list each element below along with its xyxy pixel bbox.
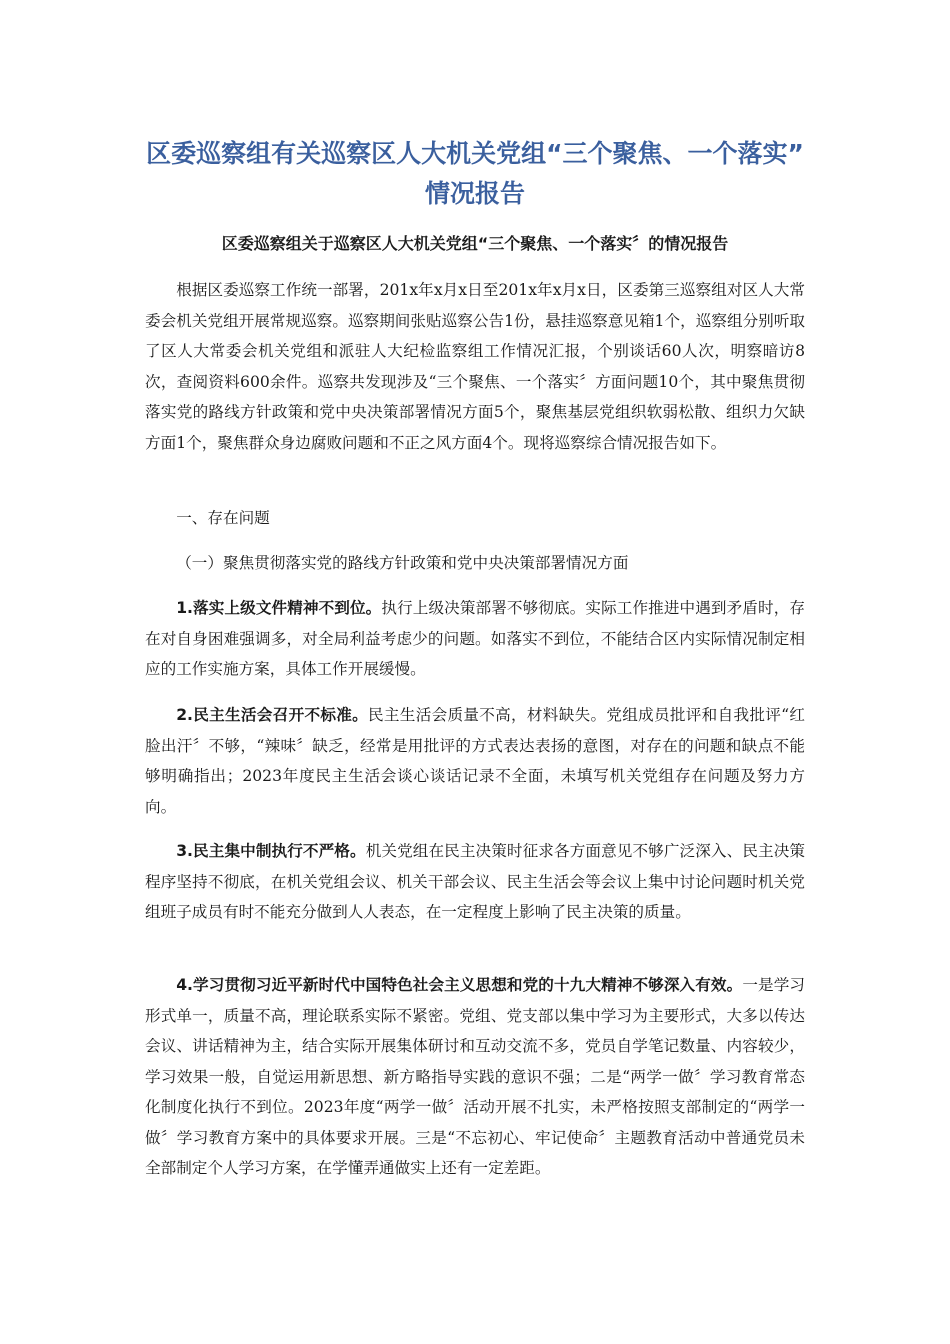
issue-item-1 (145, 593, 805, 685)
issue-item-4-lead: 4.学习贯彻习近平新时代中国特色社会主义思想和党的十九大精神不够深入有效。 (176, 976, 743, 994)
intro-paragraph: 根据区委巡察工作统一部署，201x年x月x日至201x年x月x日，区委第三巡察组对区人大常委会机关党组开展常规巡察。巡察期间张贴巡察公告1份，悬挂巡察意见箱1个，巡察组分别听取了区人大常委会机关党组和派驻人大纪检监察组工作情况汇报，个别谈话60人次，明察暗访8次，查阅资料600余件。巡察共发现涉及“三个聚焦、一个落实〞方面问题10个，其中聚焦贯彻落实党的路线方针政策和党中央决策部署情况方面5个，聚焦基层党组织软弱松散、组织力欠缺方面1个，聚焦群众身边腐败问题和不正之风方面4个。现将巡察综合情况报告如下。 (145, 281, 805, 452)
issue-item-3-body: 机关党组在民主决策时征求各方面意见不够广泛深入、民主决策程序坚持不彻底，在机关党组会议、机关干部会议、民主生活会等会议上集中讨论问题时机关党组班子成员有时不能充分做到人人表态，在一定程度上影响了民主决策的质量。 (145, 842, 805, 921)
issue-item-4-body: 一是学习形式单一，质量不高，理论联系实际不紧密。党组、党支部以集中学习为主要形式，大多以传达会议、讲话精神为主，结合实际开展集体研讨和互动交流不多，党员自学笔记数量、内容较少，学习效果一般，自觉运用新思想、新方略指导实践的意识不强；二是“两学一做〞学习教育常态化制度化执行不到位。2023年度“两学一做〞活动开展不扎实，未严格按照支部制定的“两学一做〞学习教育方案中的具体要求开展。三是“不忘初心、牢记使命〞主题教育活动中普通党员未全部制定个人学习方案，在学懂弄通做实上还有一定差距。 (145, 976, 805, 1177)
issue-item-3-lead: 3.民主集中制执行不严格。 (176, 842, 366, 860)
section-heading: 一、存在问题 (176, 509, 270, 527)
document-title-line1: 区委巡察组有关巡察区人大机关党组“三个聚焦、一个落实” (146, 139, 804, 168)
issue-item-2-body: 民主生活会质量不高，材料缺失。党组成员批评和自我批评“红脸出汗〞不够，“辣味〞缺乏，经常是用批评的方式表达表扬的意图，对存在的问题和缺点不能够明确指出；2023年度民主生活会谈心谈话记录不全面，未填写机关党组存在问题及努力方向。 (145, 706, 805, 816)
issue-item-2-lead: 2.民主生活会召开不标准。 (176, 706, 369, 724)
issue-item-4 (145, 970, 805, 1184)
issue-item-1-body: 执行上级决策部署不够彻底。实际工作推进中遇到矛盾时，存在对自身困难强调多，对全局利益考虑少的问题。如落实不到位，不能结合区内实际情况制定相应的工作实施方案，具体工作开展缓慢。 (145, 599, 805, 678)
document-subtitle: 区委巡察组关于巡察区人大机关党组“三个聚焦、一个落实〞的情况报告 (221, 234, 729, 253)
subsection-heading: （一）聚焦贯彻落实党的路线方针政策和党中央决策部署情况方面 (176, 554, 629, 572)
issue-item-2 (145, 700, 805, 822)
document-title-line2: 情况报告 (424, 179, 525, 208)
issue-item-1-lead: 1.落实上级文件精神不到位。 (176, 599, 382, 617)
issue-item-3 (145, 836, 805, 928)
